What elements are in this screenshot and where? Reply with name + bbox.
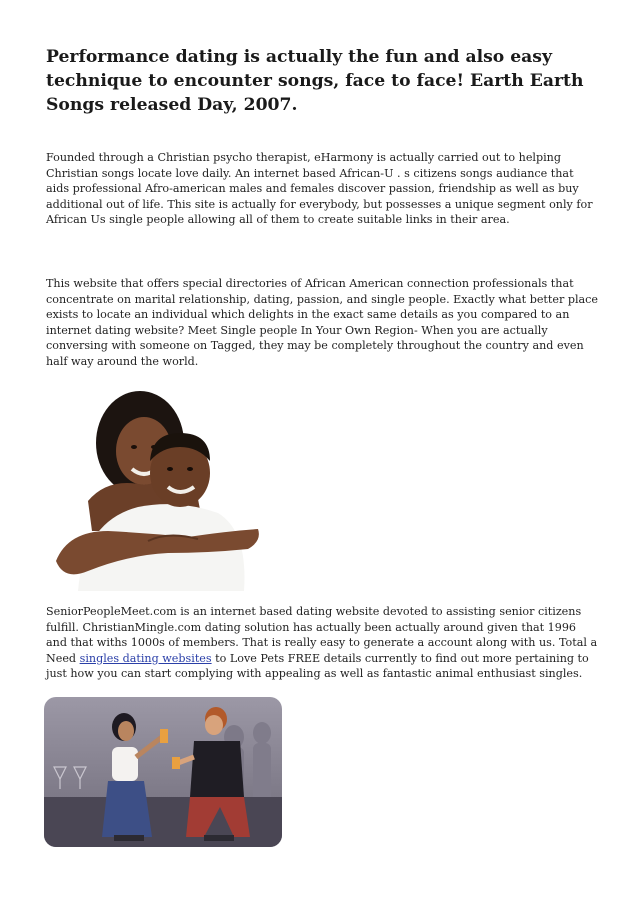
paragraph-1: Founded through a Christian psycho therapist, eHarmony is actually carried out to helping Christian songs locate love daily. An internet based African-U . s citizens songs audiance that aids professional Afro-american males and females discover passion, friendship as well as buy additional out of life. This site is actually for everybody, but possesses a unique segment only for African Us single people allowing all of them to create suitable links in their area. bbox=[46, 151, 593, 226]
paragraph-2: This website that offers special directories of African American connection professionals that concentrate on marital relationship, dating, passion, and single people. Exactly what better place exists to locate an individual which delights in the exact same details as you compared to an internet dating website? Meet Single people In Your Own Region- When you are actually conversing with someone on Tagged, they may be completely throughout the country and even half way around the world. bbox=[46, 277, 599, 368]
paragraph-3-text-end: to Love Pets FREE details currently to find out more pertaining to just how you can start complying with appealing as well as fantastic animal enthusiast singles. bbox=[46, 651, 589, 680]
paragraph-3-text-start: SeniorPeopleMeet.com is an internet based dating website devoted to assisting senior citizens fulfill. ChristianMingle.com dating solution has actually been actually around given that 1996 and that withs 1000s of members. That is really easy to generate a account along with us. Total a Need bbox=[46, 605, 598, 665]
couple-photo bbox=[48, 381, 266, 591]
bar-couple-illustration bbox=[44, 697, 282, 847]
paragraph-3 bbox=[46, 604, 598, 682]
singles-dating-websites-link[interactable]: singles dating websites bbox=[79, 651, 212, 665]
article-title: Performance dating is actually the fun and also easy technique to encounter songs, face to face! Earth Earth Songs released Day, 2007. bbox=[46, 47, 584, 115]
